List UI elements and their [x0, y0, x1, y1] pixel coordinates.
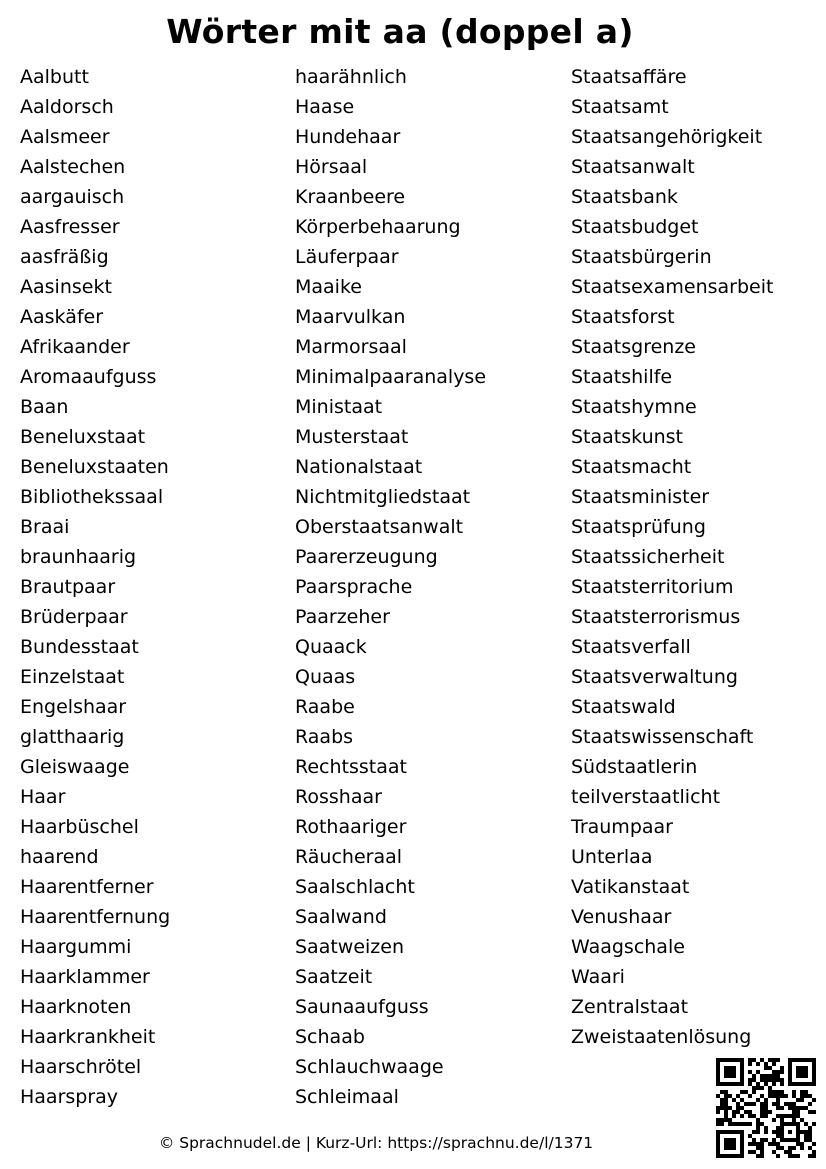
word-item: haarend	[20, 846, 99, 868]
word-item: Südstaatlerin	[571, 756, 698, 778]
word-item: Brautpaar	[20, 576, 116, 598]
word-item: Staatswissenschaft	[571, 726, 754, 748]
word-item: Raabs	[295, 726, 354, 748]
word-item: Beneluxstaaten	[20, 456, 169, 478]
word-item: Schlauchwaage	[295, 1056, 444, 1078]
word-item: Beneluxstaat	[20, 426, 146, 448]
word-item: Haarschrötel	[20, 1056, 142, 1078]
word-item: Aalbutt	[20, 66, 89, 88]
word-item: Quaas	[295, 666, 356, 688]
word-item: Staatsexamensarbeit	[571, 276, 774, 298]
word-item: Engelshaar	[20, 696, 127, 718]
word-item: Gleiswaage	[20, 756, 130, 778]
word-item: Staatswald	[571, 696, 676, 718]
word-item: Staatsangehörigkeit	[571, 126, 763, 148]
word-item: Aaldorsch	[20, 96, 114, 118]
word-item: Einzelstaat	[20, 666, 125, 688]
word-item: Hundehaar	[295, 126, 401, 148]
word-item: Raabe	[295, 696, 355, 718]
word-item: Schaab	[295, 1026, 365, 1048]
word-item: Paarzeher	[295, 606, 390, 628]
word-item: Haarknoten	[20, 996, 132, 1018]
word-item: Saatweizen	[295, 936, 405, 958]
word-item: Haarbüschel	[20, 816, 139, 838]
word-item: Haargummi	[20, 936, 132, 958]
word-item: Nationalstaat	[295, 456, 423, 478]
word-item: Staatshilfe	[571, 366, 673, 388]
word-item: Haar	[20, 786, 66, 808]
word-item: Marmorsaal	[295, 336, 407, 358]
word-item: Musterstaat	[295, 426, 409, 448]
word-item: Staatsbürgerin	[571, 246, 712, 268]
word-item: Afrikaander	[20, 336, 130, 358]
word-item: Brüderpaar	[20, 606, 128, 628]
word-item: Staatsanwalt	[571, 156, 695, 178]
word-item: Staatsprüfung	[571, 516, 706, 538]
word-item: teilverstaatlicht	[571, 786, 721, 808]
word-item: Aalstechen	[20, 156, 126, 178]
word-item: Staatsverwaltung	[571, 666, 738, 688]
word-item: Kraanbeere	[295, 186, 406, 208]
word-item: Staatskunst	[571, 426, 683, 448]
word-item: Waagschale	[571, 936, 685, 958]
word-item: Rosshaar	[295, 786, 382, 808]
word-item: Haarkrankheit	[20, 1026, 156, 1048]
word-item: haarähnlich	[295, 66, 407, 88]
word-item: Bundesstaat	[20, 636, 139, 658]
word-item: Maaike	[295, 276, 362, 298]
word-item: Staatsterritorium	[571, 576, 734, 598]
word-item: Staatsverfall	[571, 636, 691, 658]
word-item: Waari	[571, 966, 625, 988]
word-item: Staatsmacht	[571, 456, 692, 478]
word-item: Haarklammer	[20, 966, 150, 988]
word-item: Saunaaufguss	[295, 996, 429, 1018]
word-item: Läuferpaar	[295, 246, 399, 268]
word-item: Staatsforst	[571, 306, 675, 328]
word-item: Staatsgrenze	[571, 336, 696, 358]
word-item: Saalschlacht	[295, 876, 415, 898]
word-item: Aaskäfer	[20, 306, 104, 328]
word-item: Staatsminister	[571, 486, 710, 508]
word-item: Haase	[295, 96, 355, 118]
word-item: Staatshymne	[571, 396, 697, 418]
word-item: Traumpaar	[571, 816, 673, 838]
word-item: Paarsprache	[295, 576, 413, 598]
word-item: Staatsterrorismus	[571, 606, 741, 628]
word-item: Aromaaufguss	[20, 366, 157, 388]
word-item: Aasfresser	[20, 216, 120, 238]
word-item: aasfräßig	[20, 246, 109, 268]
word-item: Saatzeit	[295, 966, 373, 988]
word-item: Unterlaa	[571, 846, 653, 868]
word-item: Haarentferner	[20, 876, 154, 898]
word-item: Schleimaal	[295, 1086, 399, 1108]
word-item: Maarvulkan	[295, 306, 406, 328]
word-column-3	[571, 62, 773, 1052]
footer-credit: © Sprachnudel.de | Kurz-Url: https://sprachnu.de/l/1371	[158, 1134, 594, 1152]
word-item: Körperbehaarung	[295, 216, 461, 238]
word-item: glatthaarig	[20, 726, 125, 748]
word-item: Vatikanstaat	[571, 876, 690, 898]
word-item: Quaack	[295, 636, 367, 658]
word-item: Staatsamt	[571, 96, 669, 118]
word-item: aargauisch	[20, 186, 125, 208]
word-item: Ministaat	[295, 396, 383, 418]
word-item: Staatsbank	[571, 186, 678, 208]
page-title: Wörter mit aa (doppel a)	[166, 12, 634, 51]
word-item: Nichtmitgliedstaat	[295, 486, 471, 508]
word-item: Saalwand	[295, 906, 387, 928]
word-column-2	[295, 62, 486, 1112]
word-item: Zweistaatenlösung	[571, 1026, 752, 1048]
word-item: Paarerzeugung	[295, 546, 438, 568]
word-item: Aalsmeer	[20, 126, 110, 148]
word-item: Staatsaffäre	[571, 66, 687, 88]
word-item: Zentralstaat	[571, 996, 689, 1018]
word-item: Rothaariger	[295, 816, 407, 838]
word-item: Staatsbudget	[571, 216, 699, 238]
word-item: Räucheraal	[295, 846, 403, 868]
word-item: Aasinsekt	[20, 276, 112, 298]
word-item: Staatssicherheit	[571, 546, 725, 568]
word-item: Rechtsstaat	[295, 756, 407, 778]
qr-code-icon	[716, 1058, 816, 1158]
word-item: Haarspray	[20, 1086, 119, 1108]
word-item: Baan	[20, 396, 69, 418]
word-item: Haarentfernung	[20, 906, 171, 928]
word-item: braunhaarig	[20, 546, 137, 568]
word-column-1	[20, 62, 170, 1112]
word-item: Hörsaal	[295, 156, 368, 178]
word-item: Oberstaatsanwalt	[295, 516, 464, 538]
word-item: Venushaar	[571, 906, 672, 928]
word-item: Bibliothekssaal	[20, 486, 164, 508]
word-item: Braai	[20, 516, 70, 538]
word-item: Minimalpaaranalyse	[295, 366, 487, 388]
